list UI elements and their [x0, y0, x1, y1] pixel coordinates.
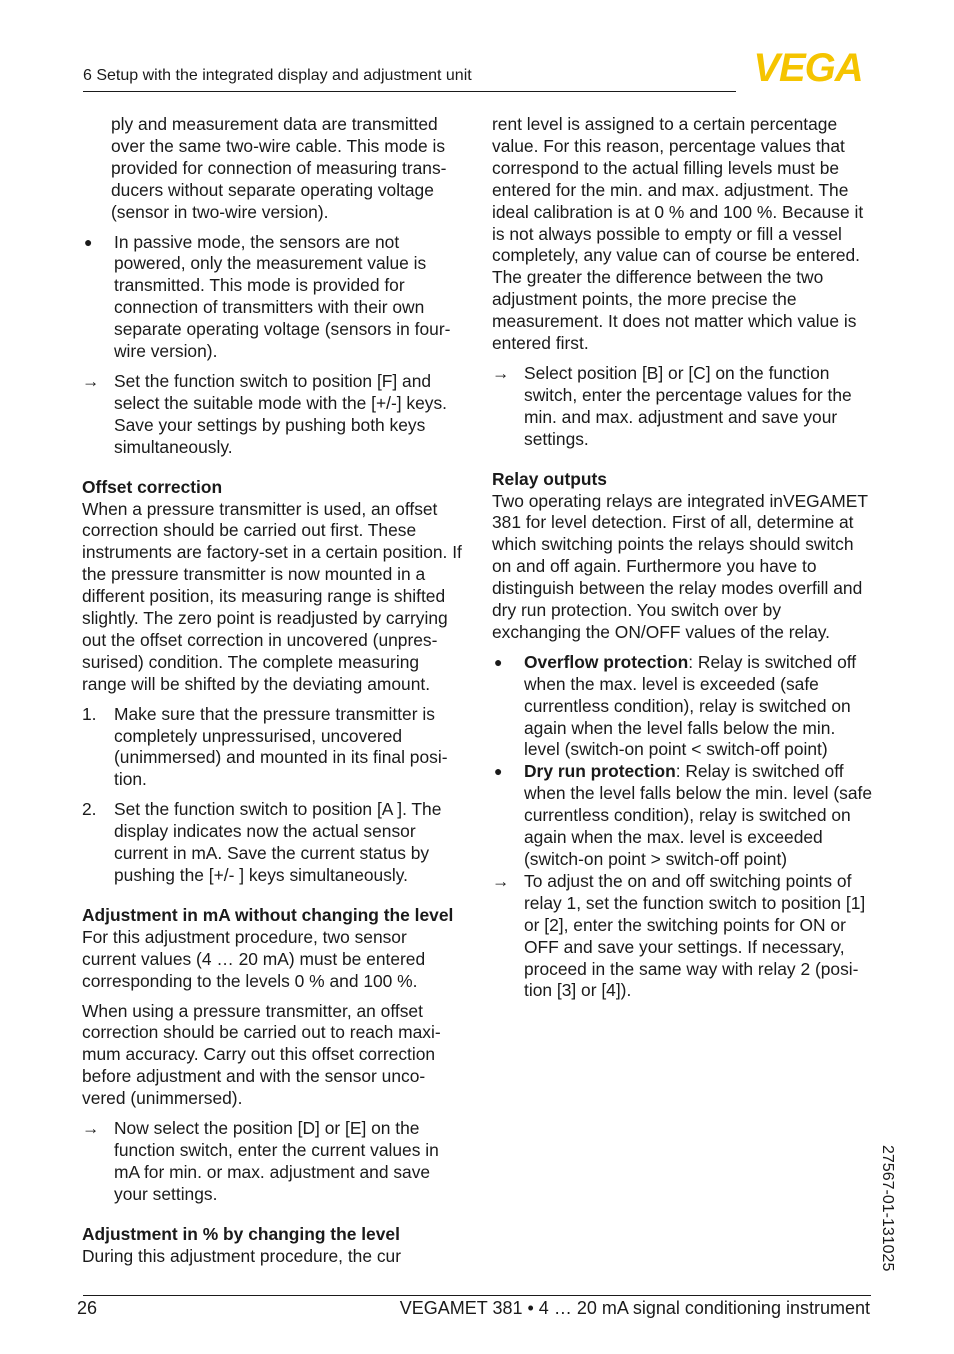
relay-paragraph: Two operating relays are integrated inVEGAMET 381 for level detection. First of all, determine at which switching points the relays should switch on and off again. Furthermore you have to distinguish between the relay modes overfill and dry run protection. You switch over by exchanging the ON/OFF values of the relay. [492, 490, 868, 642]
vega-logo [742, 50, 874, 84]
right-column [492, 114, 874, 1010]
continued-paragraph: rent level is assigned to a certain percentage value. For this reason, percentage values that correspond to the actual filling levels must be entered for the min. and max. adjustment. The ideal calibration is at 0 % and 100 %. Because it is not always possible to empty or fill a vessel completely, any value can of course be entered. The greater the difference between the two adjustment points, the more precise the measurement. It does not matter which value is entered first. [492, 114, 864, 354]
footer-divider [83, 1295, 871, 1296]
header-divider [83, 91, 736, 92]
bullet-term: Dry run protection [524, 761, 676, 782]
bullet-icon: ● [494, 653, 503, 670]
instruction-text: Set the function switch to position [F] and select the suitable mode with the [+/-] keys. Save your settings by pushing both keys simultaneously. [114, 370, 448, 457]
continued-paragraph: ply and measurement data are transmitted over the same two-wire cable. This mode is provided for connection of measuring transducers without separate operating voltage (sensor in two-wire version). [111, 114, 447, 222]
heading-relay-outputs: Relay outputs [492, 468, 607, 489]
bullet-text: : Relay is switched off when the level falls below the min. level (safe currentless condition), relay is switched on again when the max. level is exceeded (switch-on point > switch-off point) [524, 761, 872, 869]
instruction-text: Now select the position [D] or [E] on the function switch, enter the current values in mA for min. or max. adjustment and save your settings. [114, 1118, 439, 1204]
bullet-icon: ● [84, 233, 93, 250]
bullet-icon: ● [494, 763, 503, 780]
arrow-icon: → [82, 1118, 100, 1139]
arrow-icon: → [492, 870, 510, 891]
bullet-text: : Relay is switched off when the max. level is exceeded (safe currentless condition), relay is switched on again when the level falls below the min. level (switch-on point < switch-off point) [524, 651, 857, 760]
bullet-item-dry-run [492, 761, 874, 871]
instruction-item-select-d-e [82, 1118, 462, 1206]
document-id: 27567-01-131025 [879, 1145, 896, 1272]
adjustment-ma-paragraph-1: For this adjustment procedure, two sensor current values (4 … 20 mA) must be entered corresponding to the levels 0 % and 100 %. [82, 926, 426, 991]
step-number: 1. [82, 703, 97, 724]
arrow-icon: → [492, 362, 510, 383]
adjustment-percent-paragraph: During this adjustment procedure, the cur [82, 1245, 401, 1266]
heading-offset-correction: Offset correction [82, 476, 223, 497]
heading-adjustment-percent: Adjustment in % by changing the level [82, 1223, 400, 1244]
step-text: Make sure that the pressure transmitter is completely unpressurised, uncovered (unimmersed) and mounted in its final position. [114, 703, 448, 790]
heading-adjustment-ma: Adjustment in mA without changing the level [82, 904, 454, 925]
step-number: 2. [82, 799, 97, 820]
left-column [82, 114, 462, 1276]
bullet-term: Overflow protection [524, 651, 689, 672]
footer-title: VEGAMET 381 • 4 … 20 mA signal conditioning instrument [399, 1298, 870, 1318]
bullet-item-passive-mode [82, 232, 462, 363]
step-text: Set the function switch to position [A ]. The display indicates now the actual sensor current in mA. Save the current status by pushing the [+/- ] keys simultaneously. [114, 799, 442, 885]
page-number: 26 [77, 1298, 98, 1318]
bullet-item-overflow [492, 652, 874, 762]
instruction-item-mode [82, 371, 462, 459]
instruction-item-switching-points [492, 871, 874, 1002]
bullet-text: In passive mode, the sensors are not powered, only the measurement value is transmitted. This mode is provided for connection of transmitters with their own separate operating voltage (sensors in four-wire version). [114, 231, 451, 362]
instruction-text: Select position [B] or [C] on the function switch, enter the percentage values for the min. and max. adjustment and save your settings. [524, 362, 852, 449]
adjustment-ma-paragraph-2: When using a pressure transmitter, an offset correction should be carried out to reach maximum accuracy. Carry out this offset correction before adjustment and with the sensor uncovered (unimmersed). [82, 1000, 441, 1109]
arrow-icon: → [82, 370, 100, 391]
running-header: 6 Setup with the integrated display and adjustment unit [83, 67, 472, 84]
numbered-step-2 [82, 799, 462, 887]
instruction-item-select-b-c [492, 363, 874, 451]
instruction-text: To adjust the on and off switching points of relay 1, set the function switch to position [1] or [2], enter the switching points for ON or OFF and save your settings. If necessary, proceed in the same way with relay 2 (position [3] or [4]). [524, 870, 866, 1001]
vega-logo-text: VEGA [753, 50, 863, 84]
offset-paragraph: When a pressure transmitter is used, an offset correction should be carried out first. These instruments are factory-set in a certain position. If the pressure transmitter is now mounted in a different position, its measuring range is shifted slightly. The zero point is readjusted by carrying out the offset correction in uncovered (unpressurised) condition. The complete measuring range will be shifted by the deviating amount. [82, 498, 462, 694]
numbered-step-1 [82, 704, 462, 792]
